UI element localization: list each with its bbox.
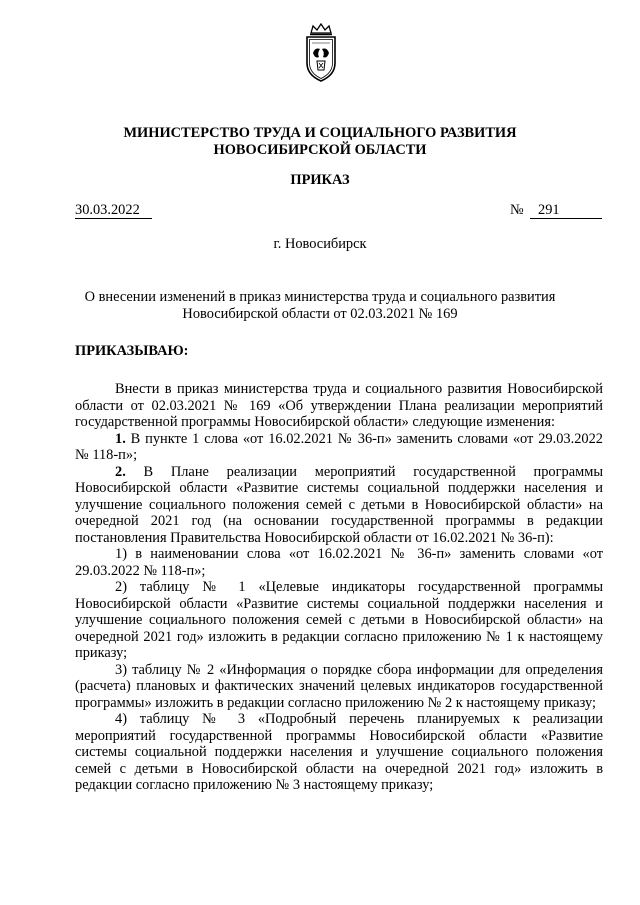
subparagraph-1: [75, 546, 603, 579]
subparagraph-1-text: в наименовании слова «от 16.02.2021 № 36-п» заменить словами «от 29.03.2022 № 118-п»;: [75, 546, 603, 579]
order-directive-word: ПРИКАЗЫВАЮ:: [75, 343, 189, 359]
paragraph-2: [75, 464, 603, 547]
subparagraph-4-text: таблицу № 3 «Подробный перечень планируемых к реализации мероприятий государственной программы Новосибирской области «Развитие системы социальной поддержки населения и улучшение социального положения семей с детьми в Новосибирской области на очередной 2021 год» изложить в редакции согласно приложению № 3 настоящему приказу;: [75, 711, 603, 793]
subparagraph-1-number: 1): [115, 546, 127, 562]
order-body: [75, 381, 603, 794]
paragraph-1: [75, 431, 603, 464]
order-subject-line2: Новосибирской области от 02.03.2021 № 169: [182, 306, 458, 322]
order-number: 291: [530, 203, 602, 219]
subparagraph-2: [75, 579, 603, 662]
document-type: ПРИКАЗ: [290, 172, 350, 188]
order-subject: [0, 289, 640, 323]
ministry-title-line2: НОВОСИБИРСКОЙ ОБЛАСТИ: [213, 142, 427, 158]
paragraph-2-number: 2.: [115, 463, 126, 480]
subparagraph-3-text: таблицу № 2 «Информация о порядке сбора информации для определения (расчета) плановых и фактических значений целевых индикаторов государственной программы» изложить в редакции согласно приложению № 2 к настоящему приказу;: [75, 661, 603, 711]
coat-of-arms-emblem-icon: [298, 23, 344, 85]
subparagraph-4: [75, 711, 603, 794]
paragraph-1-number: 1.: [115, 430, 126, 447]
paragraph-2-text: В Плане реализации мероприятий государственной программы Новосибирской области «Развитие системы социальной поддержки населения и улучшение социального положения семей с детьми в Новосибирской области» на очередной 2021 год (на основании государственной программы в редакции постановления Правительства Новосибирской области от 16.02.2021 № 36-п):: [75, 463, 603, 546]
order-number-label: №: [510, 202, 524, 218]
paragraph-1-text: В пункте 1 слова «от 16.02.2021 № 36-п» заменить словами «от 29.03.2022 № 118-п»;: [75, 430, 603, 463]
ministry-title: [0, 125, 640, 159]
paragraph-intro: Внести в приказ министерства труда и социального развития Новосибирской области от 02.03.2021 № 169 «Об утверждении Плана реализации мероприятий государственной программы Новосибирской области» следующие изменения:: [75, 381, 603, 430]
subparagraph-3-number: 3): [115, 661, 127, 678]
subparagraph-2-number: 2): [115, 579, 127, 595]
order-subject-line1: О внесении изменений в приказ министерства труда и социального развития: [84, 289, 556, 305]
city: г. Новосибирск: [273, 236, 367, 252]
order-date: 30.03.2022: [75, 203, 152, 219]
subparagraph-3: [75, 662, 603, 712]
subparagraph-2-text: таблицу № 1 «Целевые индикаторы государственной программы Новосибирской области «Развитие системы социальной поддержки населения и улучшение социального положения семей с детьми в Новосибирской области» на очередной 2021 год» изложить в редакции согласно приложению № 1 к настоящему приказу;: [75, 579, 603, 661]
subparagraph-4-number: 4): [115, 711, 127, 727]
ministry-title-line1: МИНИСТЕРСТВО ТРУДА И СОЦИАЛЬНОГО РАЗВИТИЯ: [123, 125, 517, 141]
